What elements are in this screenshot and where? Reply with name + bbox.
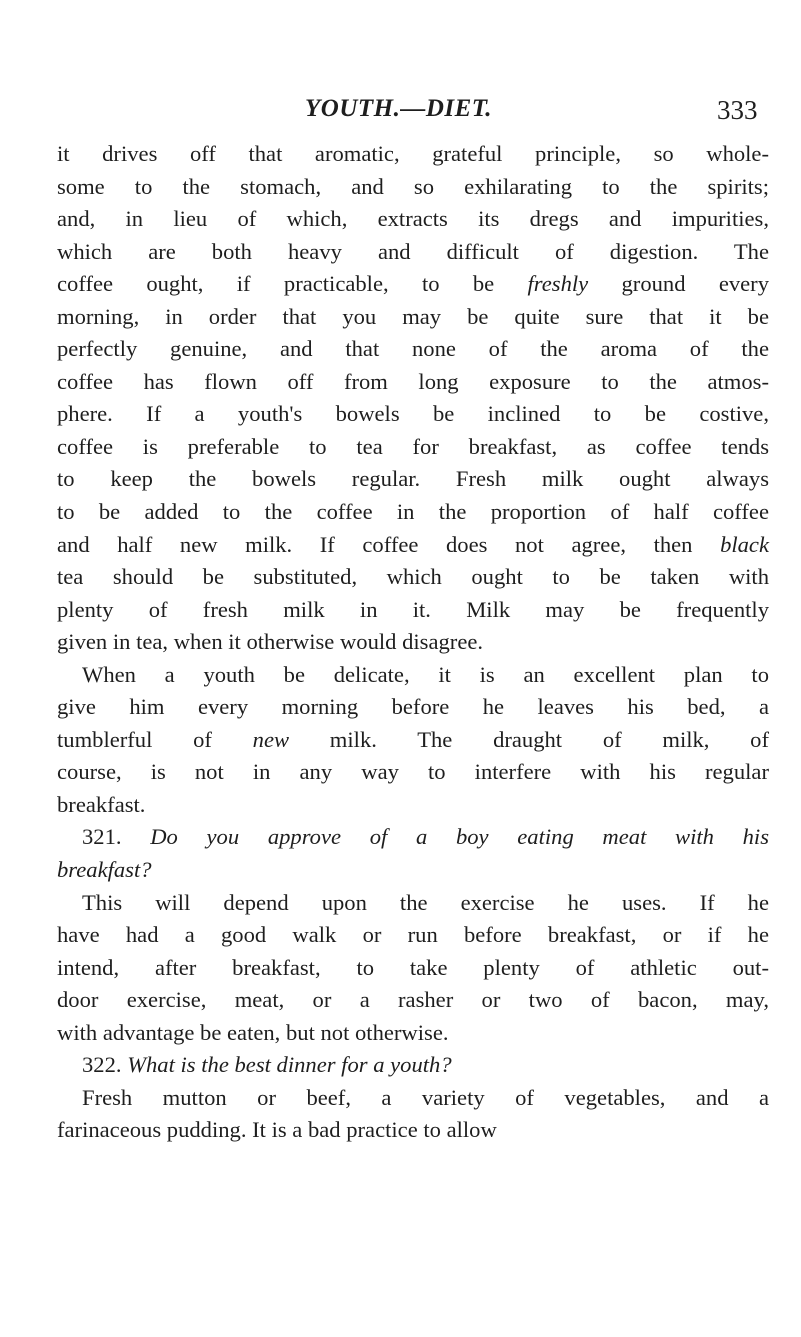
text-run: breakfast. <box>57 791 146 817</box>
text-line <box>57 887 769 920</box>
text-line <box>57 203 769 236</box>
text-run: give him every morning before he leaves his bed, a <box>57 694 769 720</box>
text-run: tumblerful of <box>57 726 253 752</box>
text-run: given in tea, when it otherwise would disagree. <box>57 629 484 655</box>
text-line <box>57 398 769 431</box>
text-run: have had a good walk or run before breakfast, or if he <box>57 922 769 948</box>
text-run: morning, in order that you may be quite sure that it be <box>57 303 769 329</box>
italic-text: breakfast? <box>57 857 152 883</box>
italic-text: new <box>252 726 290 752</box>
text-line <box>57 756 769 789</box>
text-run: door exercise, meat, or a rasher or two of bacon, may, <box>57 987 769 1013</box>
text-line <box>57 1049 769 1082</box>
text-run: plenty of fresh milk in it. Milk may be frequently <box>57 596 769 622</box>
text-run: and, in lieu of which, extracts its dregs and impurities, <box>57 206 769 232</box>
text-line <box>57 366 769 399</box>
text-line <box>57 301 769 334</box>
text-run: coffee ought, if practicable, to be <box>57 271 528 297</box>
text-line <box>57 854 769 887</box>
text-run: to keep the bowels regular. Fresh milk ought always <box>57 466 769 492</box>
italic-text: Do you approve of a boy eating meat with his <box>150 824 769 850</box>
italic-text: What is the best dinner for a youth? <box>127 1052 452 1078</box>
text-line <box>57 952 769 985</box>
text-run: 322. <box>82 1052 128 1078</box>
text-line <box>57 789 769 822</box>
italic-text: black <box>720 531 769 557</box>
text-line <box>57 236 769 269</box>
text-line <box>57 268 769 301</box>
text-line <box>57 1082 769 1115</box>
text-run: and half new milk. If coffee does not agree, then <box>57 531 721 557</box>
text-run: coffee is preferable to tea for breakfast, as coffee tends <box>57 433 769 459</box>
text-line <box>57 594 769 627</box>
text-run: to be added to the coffee in the proportion of half coffee <box>57 499 769 525</box>
text-run: with advantage be eaten, but not otherwise. <box>57 1019 449 1045</box>
text-run: coffee has flown off from long exposure to the atmos- <box>57 368 769 394</box>
running-title: YOUTH.—DIET. <box>305 95 493 122</box>
page-number: 333 <box>717 95 758 125</box>
text-line <box>57 138 769 171</box>
text-run: Fresh mutton or beef, a variety of vegetables, and a <box>82 1084 769 1110</box>
text-line <box>57 1017 769 1050</box>
text-run: 321. <box>82 824 151 850</box>
text-run: ground every <box>588 271 769 297</box>
text-line <box>57 333 769 366</box>
text-run: intend, after breakfast, to take plenty of athletic out- <box>57 954 769 980</box>
text-line <box>57 724 769 757</box>
text-line <box>57 561 769 594</box>
text-line <box>57 496 769 529</box>
text-line <box>57 626 769 659</box>
text-line <box>57 691 769 724</box>
text-line <box>57 529 769 562</box>
text-line <box>57 431 769 464</box>
body-text <box>57 138 769 1147</box>
text-line <box>57 984 769 1017</box>
text-run: some to the stomach, and so exhilarating to the spirits; <box>57 173 769 199</box>
text-line <box>57 171 769 204</box>
text-run: When a youth be delicate, it is an excellent plan to <box>82 661 769 687</box>
text-run: milk. The draught of milk, of <box>289 726 769 752</box>
text-run: which are both heavy and difficult of digestion. The <box>57 238 769 264</box>
text-run: farinaceous pudding. It is a bad practice to allow <box>57 1117 497 1143</box>
text-run: tea should be substituted, which ought to be taken with <box>57 564 769 590</box>
text-run: phere. If a youth's bowels be inclined to be costive, <box>57 401 769 427</box>
text-run: course, is not in any way to interfere with his regular <box>57 759 769 785</box>
text-run: perfectly genuine, and that none of the aroma of the <box>57 336 769 362</box>
text-run: This will depend upon the exercise he uses. If he <box>82 889 769 915</box>
italic-text: freshly <box>527 271 589 297</box>
text-line <box>57 821 769 854</box>
text-line <box>57 659 769 692</box>
text-line <box>57 1114 769 1147</box>
text-run: it drives off that aromatic, grateful principle, so whole- <box>57 141 769 166</box>
text-line <box>57 919 769 952</box>
text-line <box>57 463 769 496</box>
